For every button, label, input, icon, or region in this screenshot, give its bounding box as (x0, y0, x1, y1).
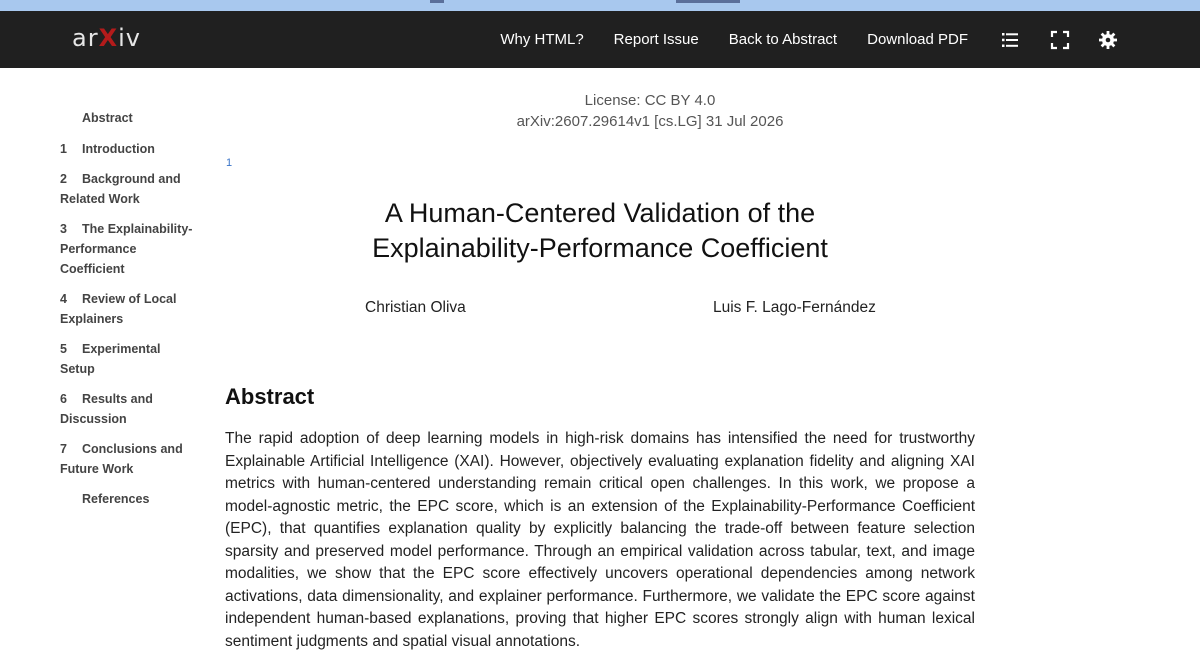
why-html-link[interactable]: Why HTML? (500, 31, 584, 48)
table-of-contents (60, 108, 210, 519)
paper-meta (380, 90, 920, 132)
back-to-abstract-link[interactable]: Back to Abstract (728, 31, 838, 48)
nav-links (500, 11, 968, 68)
fullscreen-icon[interactable] (1049, 29, 1071, 51)
toc-item-conclusions[interactable]: 7 Conclusions and Future Work (60, 442, 183, 476)
author-name: Christian Oliva (365, 299, 466, 316)
download-pdf-link[interactable]: Download PDF (867, 31, 968, 48)
toc-item-experimental-setup[interactable]: 5 Experimental Setup (60, 342, 161, 376)
license-text: License: CC BY 4.0 (584, 92, 716, 109)
abstract-heading: Abstract (225, 384, 315, 409)
footnote-marker[interactable]: 1 (226, 157, 233, 169)
report-issue-link[interactable]: Report Issue (613, 31, 699, 48)
strip-mark (430, 0, 444, 3)
toc-item-introduction[interactable]: 1 Introduction (60, 142, 155, 156)
toc-item-background[interactable]: 2 Background and Related Work (60, 172, 181, 206)
abstract-text: The rapid adoption of deep learning models in high-risk domains has intensified the need for trustworthy Explainable Artificial Intelligence (XAI). However, objectively evaluating explanation fidelity and aligning XAI metrics with human-centered understanding remain critical open challenges. In this work, we propose a model-agnostic metric, the EPC score, which is an extension of the Explainability-Performance Coefficient (EPC), that quantifies explanation quality by explicitly balancing the trade-off between feature selection sparsity and preserved model performance. Through an empirical validation across tabular, text, and image modalities, we show that the EPC score effectively uncovers operational dependencies among network activations, data dimensionality, and explainer performance. Furthermore, we validate the EPC score against independent human-based explanations, proving that higher EPC scores strongly align with human lexical sentiment judgments and spatial visual annotations. (225, 430, 975, 650)
toc-item-local-explainers[interactable]: 4 Review of Local Explainers (60, 292, 177, 326)
toc-item-results[interactable]: 6 Results and Discussion (60, 392, 153, 426)
arxiv-id: arXiv:2607.29614v1 [cs.LG] 31 Jul 2026 (516, 113, 784, 130)
toc-item-references[interactable]: References (82, 492, 150, 506)
paper-title: A Human-Centered Validation of the Explainability-Performance Coefficient (372, 198, 828, 263)
settings-icon[interactable] (1097, 29, 1119, 51)
author-name: Luis F. Lago-Fernández (713, 299, 876, 316)
top-navbar (0, 11, 1200, 68)
arxiv-logo[interactable]: arXiv (72, 24, 141, 52)
strip-link (676, 0, 740, 3)
browser-top-strip (0, 0, 1200, 11)
toc-item-abstract[interactable]: Abstract (82, 111, 133, 125)
list-icon[interactable] (999, 29, 1021, 51)
toc-item-epc[interactable]: 3 The Explainability-Performance Coefficient (60, 222, 193, 276)
